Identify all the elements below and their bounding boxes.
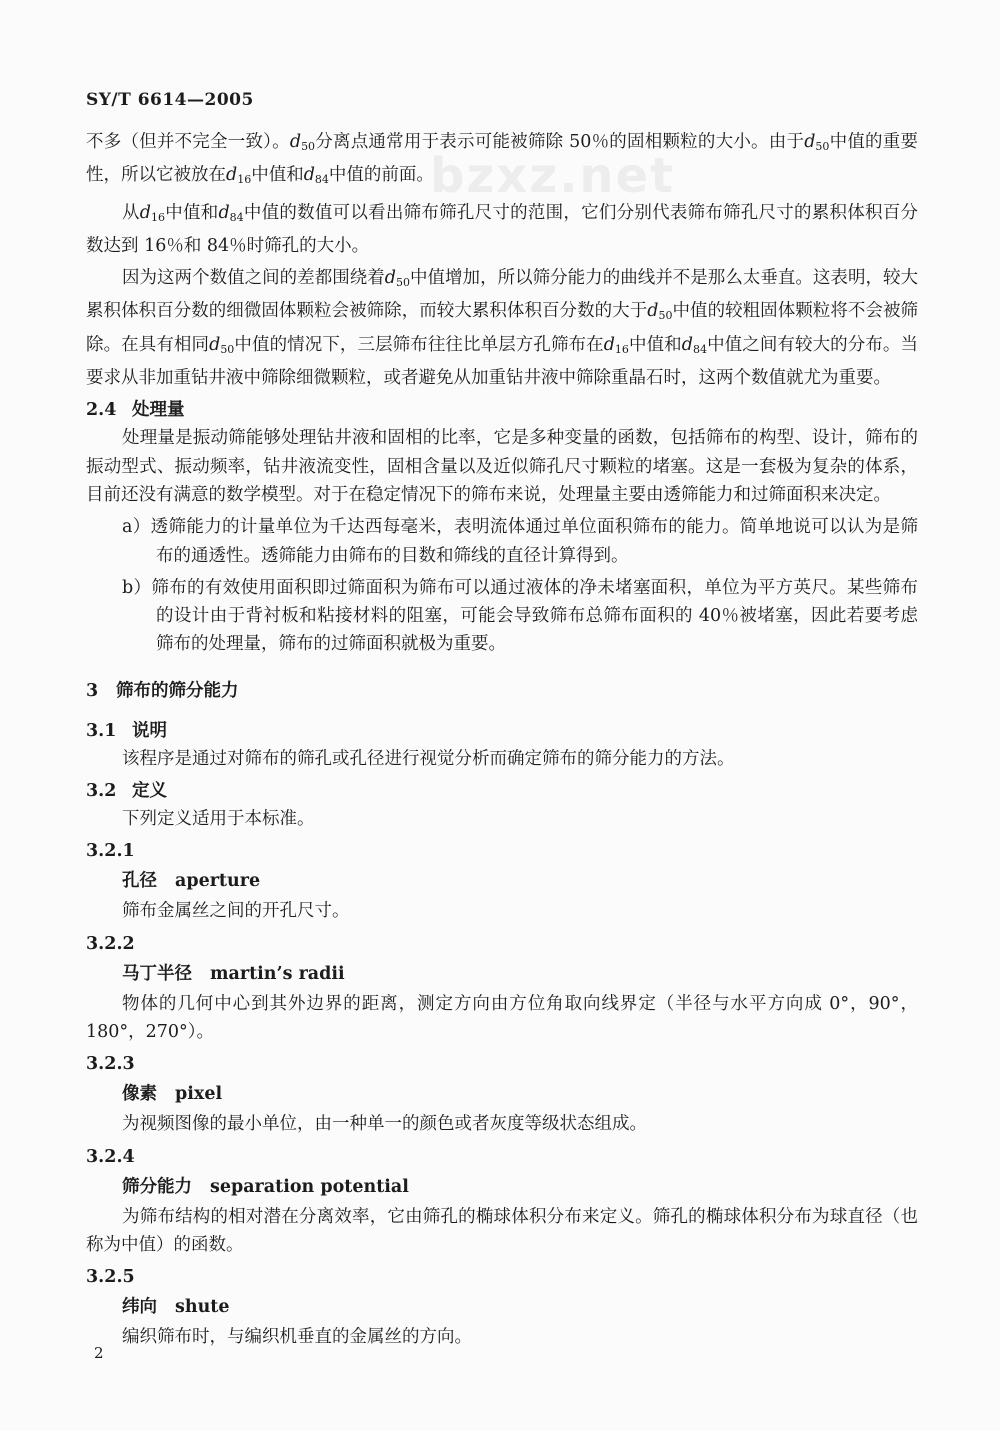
section-3-1-heading: 3.1 说明 — [86, 720, 167, 741]
definition-3-2-1 — [86, 837, 918, 925]
intro-paragraph-1: 不多（但并不完全一致）。$d_{50}$分离点通常用于表示可能被筛除 50％的固相颗粒的大小。由于$d_{50}$中值的重要性，所以它被放在$d_{16}$中值和$d_{84}$中值的前面。 — [86, 132, 918, 187]
definition-term: 孔径 aperture — [122, 871, 261, 892]
section-2-4-heading: 2.4 处理量 — [86, 400, 185, 421]
definition-number: 3.2.2 — [86, 933, 135, 954]
definition-3-2-5 — [86, 1263, 918, 1351]
section-3-2-heading: 3.2 定义 — [86, 781, 167, 802]
section-3-heading: 3 筛布的筛分能力 — [86, 680, 239, 701]
standard-code-header: SY/T 6614—2005 — [86, 90, 254, 110]
section-3-2-paragraph: 下列定义适用于本标准。 — [122, 809, 315, 830]
definition-3-2-3 — [86, 1050, 918, 1138]
definition-text: 为视频图像的最小单位，由一种单一的颜色或者灰度等级状态组成。 — [122, 1114, 647, 1135]
definition-number: 3.2.4 — [86, 1146, 135, 1167]
section-3-1-paragraph: 该程序是通过对筛布的筛孔或孔径进行视觉分析而确定筛布的筛分能力的方法。 — [122, 748, 735, 769]
definition-number: 3.2.3 — [86, 1054, 135, 1075]
watermark: bzxz.net — [430, 148, 676, 204]
document-body — [86, 128, 918, 1351]
intro-paragraph-2: 从$d_{16}$中值和$d_{84}$中值的数值可以看出筛布筛孔尺寸的范围，它们分别代表筛布筛孔尺寸的累积体积百分数达到 16％和 84％时筛孔的大小。 — [86, 202, 919, 256]
definition-text: 筛布金属丝之间的开孔尺寸。 — [122, 901, 350, 922]
intro-paragraph-3: 因为这两个数值之间的差都围绕着$d_{50}$中值增加，所以筛分能力的曲线并不是那么太垂直。这表明，较大累积体积百分数的细微固体颗粒会被筛除，而较大累积体积百分数的大于$d_{50}$中值的较粗固体颗粒将不会被筛除。在具有相同$d_{50}$中值的情况下，三层筛布往往比单层方孔筛布在$d_{16}$中值和$d_{84}$中值之间有较大的分布。当要求从非加重钻井液中筛除细微颗粒，或者避免从加重钻井液中筛除重晶石时，这两个数值就尤为重要。 — [86, 268, 919, 389]
definition-term: 纬向 shute — [122, 1297, 230, 1318]
definition-text: 物体的几何中心到其外边界的距离，测定方向由方位角取向线界定（半径与水平方向成 0°，90°，180°，270°）。 — [86, 993, 918, 1042]
list-item-b: b）筛布的有效使用面积即过筛面积为筛布可以通过液体的净未堵塞面积，单位为平方英尺。某些筛布的设计由于背衬板和粘接材料的阻塞，可能会导致筛布总筛布面积的 40％被堵塞，因此若要考虑筛布的处理量，筛布的过筛面积就极为重要。 — [122, 577, 918, 655]
list-item-a: a）透筛能力的计量单位为千达西每毫米，表明流体通过单位面积筛布的能力。简单地说可以认为是筛布的通透性。透筛能力由筛布的目数和筛线的直径计算得到。 — [122, 517, 918, 566]
section-2-4-paragraph: 处理量是振动筛能够处理钻井液和固相的比率，它是多种变量的函数，包括筛布的构型、设计，筛布的振动型式、振动频率，钻井液流变性，固相含量以及近似筛孔尺寸颗粒的堵塞。这是一套极为复杂的体系，目前还没有满意的数学模型。对于在稳定情况下的筛布来说，处理量主要由透筛能力和过筛面积来决定。 — [86, 428, 918, 505]
definition-term: 像素 pixel — [122, 1084, 223, 1105]
definition-term: 筛分能力 separation potential — [122, 1176, 409, 1197]
definition-term: 马丁半径 martin’s radii — [122, 963, 345, 984]
definition-number: 3.2.1 — [86, 841, 135, 862]
page-number: 2 — [94, 1344, 104, 1362]
definition-text: 编织筛布时，与编织机垂直的金属丝的方向。 — [122, 1327, 472, 1348]
definition-number: 3.2.5 — [86, 1267, 135, 1288]
definition-3-2-2 — [86, 930, 918, 1047]
definition-text: 为筛布结构的相对潜在分离效率，它由筛孔的椭球体积分布来定义。筛孔的椭球体积分布为球直径（也称为中值）的函数。 — [86, 1206, 918, 1255]
definition-3-2-4 — [86, 1143, 918, 1260]
